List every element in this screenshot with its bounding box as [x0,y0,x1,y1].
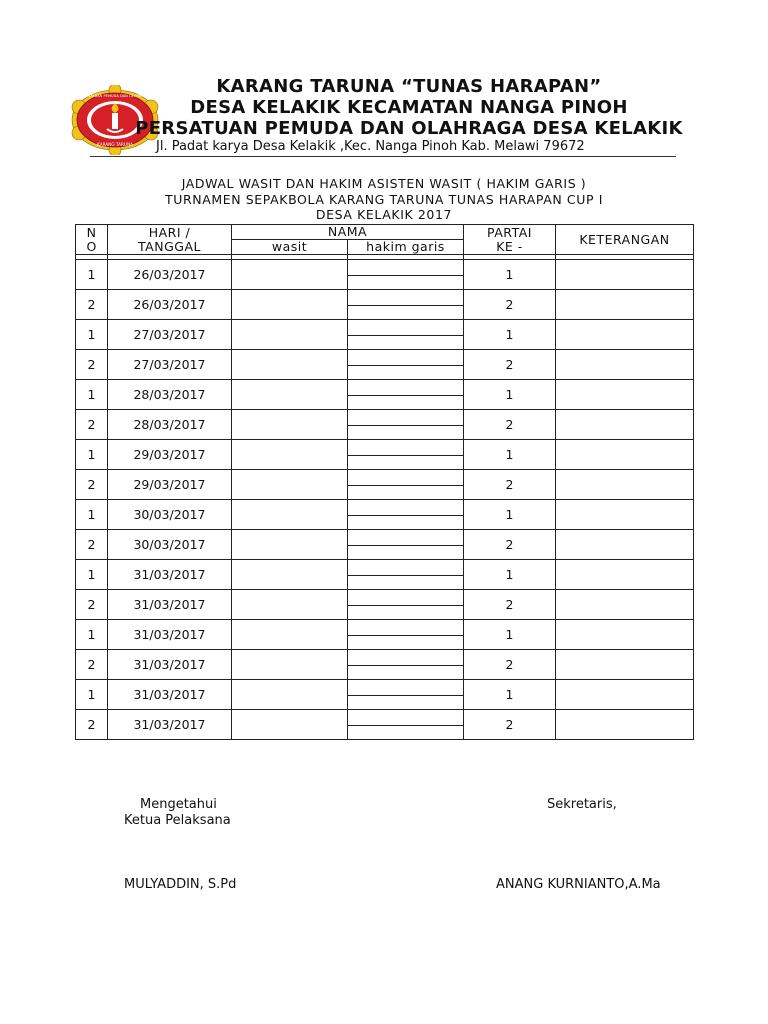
row-wasit-cell [232,260,348,290]
row-wasit-cell [232,350,348,380]
logo-text-top: PERSATUAN PEMUDA DAN OLAHRAGA [80,94,150,98]
table-row [76,560,694,590]
header-partai: PARTAI KE - [464,225,556,255]
row-partai: 1 [464,680,556,710]
hakim-garis-divider [348,335,463,336]
row-keterangan-cell [556,530,694,560]
table-row [76,260,694,290]
row-hakim-garis-cell [348,710,464,740]
logo-text-bottom: KARANG TARUNA [97,142,133,147]
row-hakim-garis-cell [348,500,464,530]
row-date: 28/03/2017 [108,380,232,410]
row-date: 26/03/2017 [108,260,232,290]
row-date: 31/03/2017 [108,680,232,710]
hakim-garis-divider [348,605,463,606]
hakim-garis-divider [348,455,463,456]
hakim-garis-divider [348,695,463,696]
row-keterangan-cell [556,470,694,500]
row-wasit-cell [232,380,348,410]
hakim-garis-divider [348,515,463,516]
row-no: 2 [76,350,108,380]
row-no: 2 [76,530,108,560]
row-date: 31/03/2017 [108,590,232,620]
header-wasit: wasit [232,240,348,255]
acknowledged-label: Mengetahui [140,797,217,812]
row-hakim-garis-cell [348,530,464,560]
row-no: 1 [76,680,108,710]
row-keterangan-cell [556,620,694,650]
row-date: 29/03/2017 [108,470,232,500]
table-row [76,470,694,500]
row-keterangan-cell [556,590,694,620]
row-date: 26/03/2017 [108,290,232,320]
row-partai: 2 [464,470,556,500]
header-date: HARI / TANGGAL [108,225,232,255]
row-wasit-cell [232,560,348,590]
row-keterangan-cell [556,260,694,290]
chairman-name: MULYADDIN, S.Pd [124,877,237,892]
row-hakim-garis-cell [348,440,464,470]
row-keterangan-cell [556,350,694,380]
table-row [76,320,694,350]
hakim-garis-divider [348,275,463,276]
row-hakim-garis-cell [348,560,464,590]
row-no: 1 [76,560,108,590]
row-partai: 1 [464,620,556,650]
row-no: 1 [76,380,108,410]
document-title-line-2: TURNAMEN SEPAKBOLA KARANG TARUNA TUNAS HARAPAN CUP I [164,192,604,207]
village-heading: DESA KELAKIK KECAMATAN NANGA PINOH [190,97,628,118]
row-no: 1 [76,440,108,470]
hakim-garis-divider [348,305,463,306]
row-wasit-cell [232,290,348,320]
header-keterangan: KETERANGAN [556,225,694,255]
hakim-garis-divider [348,485,463,486]
row-keterangan-cell [556,290,694,320]
table-row [76,710,694,740]
row-partai: 2 [464,350,556,380]
row-no: 1 [76,500,108,530]
row-wasit-cell [232,590,348,620]
row-keterangan-cell [556,560,694,590]
hakim-garis-divider [348,665,463,666]
table-row [76,650,694,680]
secretary-name: ANANG KURNIANTO,A.Ma [496,877,661,892]
document-title-line-1: JADWAL WASIT DAN HAKIM ASISTEN WASIT ( HAKIM GARIS ) [181,176,587,191]
row-keterangan-cell [556,710,694,740]
row-keterangan-cell [556,500,694,530]
table-row [76,530,694,560]
row-wasit-cell [232,470,348,500]
row-keterangan-cell [556,680,694,710]
row-keterangan-cell [556,650,694,680]
table-row [76,380,694,410]
row-wasit-cell [232,680,348,710]
table-row [76,410,694,440]
table-row [76,440,694,470]
header-divider [90,156,676,157]
row-partai: 1 [464,320,556,350]
hakim-garis-divider [348,725,463,726]
row-date: 31/03/2017 [108,650,232,680]
row-no: 2 [76,290,108,320]
row-hakim-garis-cell [348,650,464,680]
document-title-line-3: DESA KELAKIK 2017 [315,207,453,222]
row-partai: 2 [464,290,556,320]
row-partai: 2 [464,590,556,620]
row-date: 28/03/2017 [108,410,232,440]
row-partai: 1 [464,380,556,410]
row-partai: 2 [464,530,556,560]
row-hakim-garis-cell [348,320,464,350]
row-hakim-garis-cell [348,590,464,620]
row-partai: 1 [464,260,556,290]
row-no: 1 [76,320,108,350]
row-date: 31/03/2017 [108,560,232,590]
row-hakim-garis-cell [348,260,464,290]
table-row [76,290,694,320]
row-no: 2 [76,410,108,440]
row-date: 27/03/2017 [108,320,232,350]
header-nama: NAMA [232,225,464,240]
chairman-label: Ketua Pelaksana [124,813,231,828]
row-keterangan-cell [556,440,694,470]
row-keterangan-cell [556,410,694,440]
row-date: 27/03/2017 [108,350,232,380]
table-row [76,590,694,620]
row-partai: 1 [464,560,556,590]
row-partai: 1 [464,440,556,470]
row-no: 1 [76,620,108,650]
row-no: 2 [76,710,108,740]
hakim-garis-divider [348,395,463,396]
row-wasit-cell [232,500,348,530]
row-hakim-garis-cell [348,680,464,710]
row-date: 29/03/2017 [108,440,232,470]
union-heading: PERSATUAN PEMUDA DAN OLAHRAGA DESA KELAKIK [135,118,683,139]
address-line: Jl. Padat karya Desa Kelakik ,Kec. Nanga Pinoh Kab. Melawi 79672 [156,139,585,154]
row-wasit-cell [232,650,348,680]
row-wasit-cell [232,710,348,740]
org-heading: KARANG TARUNA “TUNAS HARAPAN” [216,76,602,97]
row-keterangan-cell [556,320,694,350]
row-hakim-garis-cell [348,410,464,440]
hakim-garis-divider [348,635,463,636]
header-no: N O [76,225,108,255]
row-hakim-garis-cell [348,380,464,410]
row-no: 2 [76,470,108,500]
row-hakim-garis-cell [348,290,464,320]
table-row [76,620,694,650]
row-hakim-garis-cell [348,620,464,650]
row-date: 31/03/2017 [108,620,232,650]
row-keterangan-cell [556,380,694,410]
hakim-garis-divider [348,365,463,366]
row-wasit-cell [232,440,348,470]
row-no: 2 [76,650,108,680]
row-date: 31/03/2017 [108,710,232,740]
row-hakim-garis-cell [348,470,464,500]
row-partai: 2 [464,710,556,740]
row-no: 1 [76,260,108,290]
hakim-garis-divider [348,425,463,426]
row-date: 30/03/2017 [108,500,232,530]
hakim-garis-divider [348,575,463,576]
table-row [76,350,694,380]
secretary-label: Sekretaris, [547,797,617,812]
row-partai: 1 [464,500,556,530]
row-hakim-garis-cell [348,350,464,380]
row-partai: 2 [464,650,556,680]
row-partai: 2 [464,410,556,440]
row-wasit-cell [232,410,348,440]
row-wasit-cell [232,320,348,350]
header-hakim-garis: hakim garis [348,240,464,255]
table-row [76,680,694,710]
hakim-garis-divider [348,545,463,546]
table-row [76,500,694,530]
row-no: 2 [76,590,108,620]
row-wasit-cell [232,620,348,650]
row-date: 30/03/2017 [108,530,232,560]
row-wasit-cell [232,530,348,560]
referee-schedule-table [75,224,694,740]
